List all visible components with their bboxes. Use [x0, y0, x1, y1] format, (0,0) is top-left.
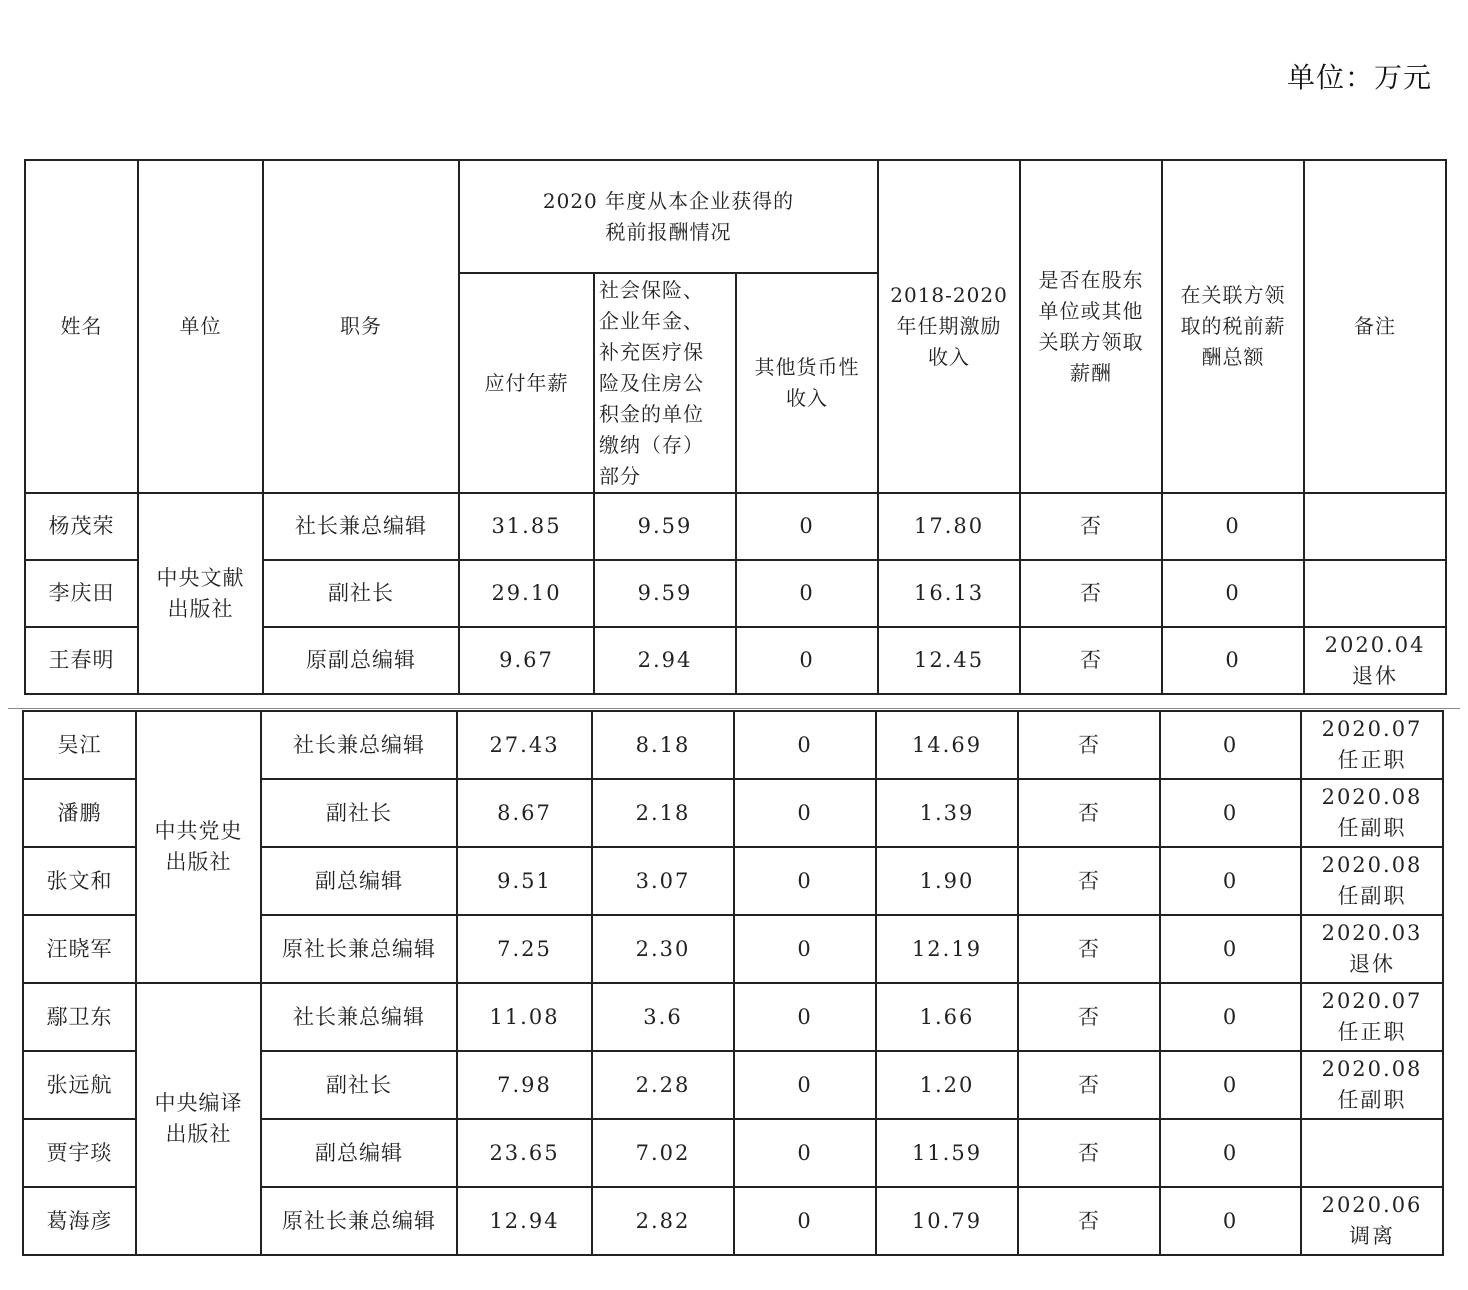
- cell-related-total: 0: [1160, 779, 1301, 847]
- header-salary: 应付年薪: [459, 273, 594, 493]
- cell-other-income: 0: [734, 915, 876, 983]
- header-incentive: 2018-2020 年任期激励 收入: [878, 160, 1020, 493]
- cell-remark: 2020.03 退休: [1301, 915, 1443, 983]
- cell-incentive: 1.20: [876, 1051, 1018, 1119]
- cell-shareholder: 否: [1018, 983, 1160, 1051]
- cell-name: 吴江: [23, 711, 136, 779]
- cell-insurance: 2.30: [592, 915, 734, 983]
- cell-name: 汪晓军: [23, 915, 136, 983]
- cell-position: 原社长兼总编辑: [261, 1187, 457, 1255]
- cell-position: 副总编辑: [261, 847, 457, 915]
- cell-incentive: 12.19: [876, 915, 1018, 983]
- cell-position: 副社长: [263, 560, 459, 627]
- cell-incentive: 1.90: [876, 847, 1018, 915]
- cell-position: 原副总编辑: [263, 627, 459, 694]
- cell-remark: 2020.04 退休: [1304, 627, 1446, 694]
- cell-insurance: 7.02: [592, 1119, 734, 1187]
- cell-other-income: 0: [736, 560, 878, 627]
- header-unit: 单位: [138, 160, 263, 493]
- cell-position: 副社长: [261, 1051, 457, 1119]
- cell-insurance: 2.82: [592, 1187, 734, 1255]
- cell-related-total: 0: [1162, 560, 1304, 627]
- cell-shareholder: 否: [1018, 1119, 1160, 1187]
- cell-incentive: 11.59: [876, 1119, 1018, 1187]
- cell-salary: 11.08: [457, 983, 592, 1051]
- cell-related-total: 0: [1160, 1051, 1301, 1119]
- cell-other-income: 0: [734, 1051, 876, 1119]
- header-other-income: 其他货币性 收入: [736, 273, 878, 493]
- cell-incentive: 14.69: [876, 711, 1018, 779]
- page-break-line: [8, 708, 1460, 709]
- header-shareholder: 是否在股东 单位或其他 关联方领取 薪酬: [1020, 160, 1162, 493]
- cell-other-income: 0: [734, 983, 876, 1051]
- cell-salary: 27.43: [457, 711, 592, 779]
- cell-other-income: 0: [736, 627, 878, 694]
- cell-position: 社长兼总编辑: [261, 983, 457, 1051]
- compensation-table-part2: [22, 710, 1444, 1256]
- cell-name: 张远航: [23, 1051, 136, 1119]
- cell-shareholder: 否: [1018, 1187, 1160, 1255]
- cell-name: 张文和: [23, 847, 136, 915]
- cell-salary: 12.94: [457, 1187, 592, 1255]
- cell-salary: 31.85: [459, 493, 594, 560]
- cell-name: 王春明: [25, 627, 138, 694]
- cell-position: 社长兼总编辑: [263, 493, 459, 560]
- cell-salary: 7.25: [457, 915, 592, 983]
- cell-related-total: 0: [1162, 627, 1304, 694]
- cell-incentive: 10.79: [876, 1187, 1018, 1255]
- group-2: [23, 711, 1443, 983]
- cell-remark: 2020.07 任正职: [1301, 711, 1443, 779]
- cell-name: 葛海彦: [23, 1187, 136, 1255]
- unit-label: 单位：万元: [1286, 61, 1432, 94]
- cell-shareholder: 否: [1018, 915, 1160, 983]
- cell-remark: [1304, 560, 1446, 627]
- cell-insurance: 3.07: [592, 847, 734, 915]
- cell-remark: [1304, 493, 1446, 560]
- cell-incentive: 16.13: [878, 560, 1020, 627]
- cell-related-total: 0: [1160, 1187, 1301, 1255]
- header-remark: 备注: [1304, 160, 1446, 493]
- cell-shareholder: 否: [1018, 779, 1160, 847]
- table-row: [23, 711, 1443, 779]
- cell-other-income: 0: [734, 711, 876, 779]
- cell-incentive: 12.45: [878, 627, 1020, 694]
- cell-related-total: 0: [1160, 983, 1301, 1051]
- cell-name: 贾宇琰: [23, 1119, 136, 1187]
- cell-insurance: 2.94: [594, 627, 736, 694]
- cell-shareholder: 否: [1020, 493, 1162, 560]
- cell-salary: 9.67: [459, 627, 594, 694]
- cell-other-income: 0: [734, 779, 876, 847]
- cell-position: 副总编辑: [261, 1119, 457, 1187]
- table-row: [23, 983, 1443, 1051]
- header-row-1: [25, 160, 1446, 273]
- cell-shareholder: 否: [1018, 711, 1160, 779]
- table-row: [25, 493, 1446, 560]
- cell-salary: 7.98: [457, 1051, 592, 1119]
- cell-salary: 23.65: [457, 1119, 592, 1187]
- cell-related-total: 0: [1160, 847, 1301, 915]
- cell-name: 潘鹏: [23, 779, 136, 847]
- header-group: 2020 年度从本企业获得的 税前报酬情况: [459, 160, 878, 273]
- cell-name: 杨茂荣: [25, 493, 138, 560]
- cell-name: 鄢卫东: [23, 983, 136, 1051]
- cell-shareholder: 否: [1018, 847, 1160, 915]
- cell-incentive: 17.80: [878, 493, 1020, 560]
- cell-other-income: 0: [734, 1119, 876, 1187]
- header-name: 姓名: [25, 160, 138, 493]
- cell-shareholder: 否: [1020, 627, 1162, 694]
- cell-name: 李庆田: [25, 560, 138, 627]
- cell-related-total: 0: [1160, 711, 1301, 779]
- cell-insurance: 3.6: [592, 983, 734, 1051]
- cell-position: 原社长兼总编辑: [261, 915, 457, 983]
- cell-unit: 中央编译 出版社: [136, 983, 261, 1255]
- cell-salary: 29.10: [459, 560, 594, 627]
- cell-unit: 中央文献 出版社: [138, 493, 263, 694]
- header-position: 职务: [263, 160, 459, 493]
- cell-position: 副社长: [261, 779, 457, 847]
- cell-related-total: 0: [1160, 1119, 1301, 1187]
- cell-insurance: 2.28: [592, 1051, 734, 1119]
- cell-insurance: 9.59: [594, 560, 736, 627]
- cell-remark: 2020.07 任正职: [1301, 983, 1443, 1051]
- cell-remark: [1301, 1119, 1443, 1187]
- cell-remark: 2020.08 任副职: [1301, 779, 1443, 847]
- cell-remark: 2020.08 任副职: [1301, 1051, 1443, 1119]
- cell-other-income: 0: [736, 493, 878, 560]
- cell-shareholder: 否: [1020, 560, 1162, 627]
- cell-insurance: 8.18: [592, 711, 734, 779]
- header-related-total: 在关联方领 取的税前薪 酬总额: [1162, 160, 1304, 493]
- cell-shareholder: 否: [1018, 1051, 1160, 1119]
- cell-salary: 8.67: [457, 779, 592, 847]
- cell-salary: 9.51: [457, 847, 592, 915]
- cell-other-income: 0: [734, 1187, 876, 1255]
- cell-incentive: 1.66: [876, 983, 1018, 1051]
- cell-remark: 2020.06 调离: [1301, 1187, 1443, 1255]
- group-3: [23, 983, 1443, 1255]
- cell-related-total: 0: [1160, 915, 1301, 983]
- cell-related-total: 0: [1162, 493, 1304, 560]
- cell-incentive: 1.39: [876, 779, 1018, 847]
- compensation-table-part1: [24, 159, 1447, 695]
- cell-insurance: 2.18: [592, 779, 734, 847]
- cell-other-income: 0: [734, 847, 876, 915]
- group-1: [25, 493, 1446, 694]
- cell-insurance: 9.59: [594, 493, 736, 560]
- cell-position: 社长兼总编辑: [261, 711, 457, 779]
- header-insurance: 社会保险、 企业年金、 补充医疗保 险及住房公 积金的单位 缴纳（存） 部分: [594, 273, 736, 493]
- cell-unit: 中共党史 出版社: [136, 711, 261, 983]
- cell-remark: 2020.08 任副职: [1301, 847, 1443, 915]
